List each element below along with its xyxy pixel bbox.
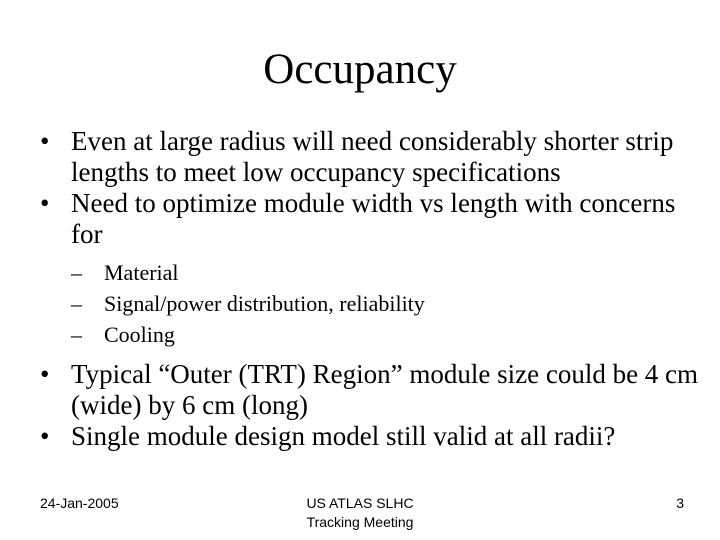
sub-bullet-text: Signal/power distribution, reliability [104, 291, 425, 316]
bullet-marker: • [40, 126, 50, 156]
slide-body [40, 126, 700, 452]
bullet-marker: • [40, 188, 50, 218]
slide-title: Occupancy [263, 46, 457, 93]
bullet-text: Single module design model still valid at all radii? [71, 421, 616, 451]
sub-bullet-text: Cooling [104, 322, 175, 347]
footer-meeting-line1: US ATLAS SLHC [306, 495, 414, 511]
footer-meeting-line2: Tracking Meeting [306, 514, 414, 530]
sub-bullet-item [40, 319, 700, 350]
bullet-item [40, 421, 700, 452]
sub-bullet-item [40, 257, 700, 288]
bullet-item [40, 126, 700, 188]
sub-bullet-marker: – [71, 291, 82, 316]
sub-bullet-marker: – [71, 260, 82, 285]
footer-date: 24-Jan-2005 [40, 495, 119, 511]
bullet-item [40, 188, 700, 250]
footer-page-number: 3 [676, 495, 684, 511]
bullet-marker: • [40, 421, 50, 451]
sub-bullet-item [40, 288, 700, 319]
bullet-marker: • [40, 359, 50, 389]
footer-meeting [260, 494, 460, 532]
bullet-text: Even at large radius will need considerably shorter strip lengths to meet low occupancy specifications [71, 126, 674, 187]
bullet-text: Typical “Outer (TRT) Region” module size could be 4 cm (wide) by 6 cm (long) [71, 359, 699, 420]
bullet-text: Need to optimize module width vs length with concerns for [71, 188, 676, 249]
bullet-item [40, 359, 700, 421]
sub-bullet-text: Material [104, 260, 179, 285]
sub-bullet-marker: – [71, 322, 82, 347]
